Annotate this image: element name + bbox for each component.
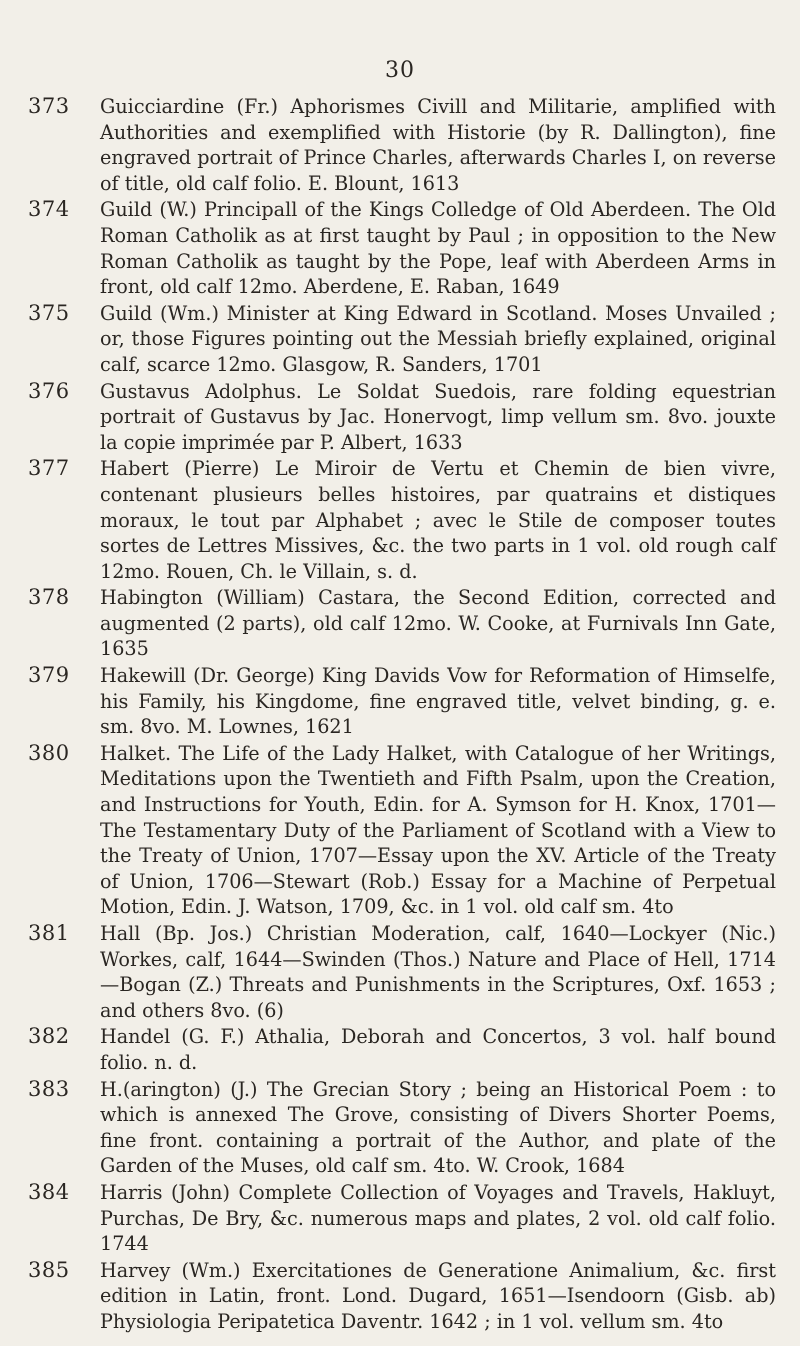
lot-number: 373 <box>28 94 70 118</box>
lot-description: Handel (G. F.) Athalia, Deborah and Concertos, 3 vol. half bound folio. n. d. <box>100 1025 776 1074</box>
catalogue-entry <box>28 921 776 1023</box>
lot-number: 383 <box>28 1076 70 1101</box>
catalogue-entry <box>28 663 776 740</box>
catalogue-entry <box>28 1258 776 1335</box>
lot-number: 377 <box>28 456 70 481</box>
lot-number: 374 <box>28 197 70 222</box>
catalogue-entry <box>28 379 776 456</box>
page-number: 30 <box>385 58 415 83</box>
lot-description: Gustavus Adolphus. Le Soldat Suedois, rare folding equestrian portrait of Gustavus by Jac. Honervogt, limp vellum sm. 8vo. jouxte la copie imprimée par P. Albert, 1633 <box>100 379 776 454</box>
lot-description: Habington (William) Castara, the Second Edition, corrected and augmented (2 parts), old calf 12mo. W. Cooke, at Furnivals Inn Gate, 1635 <box>100 586 776 661</box>
lot-number: 379 <box>28 663 70 688</box>
lot-number: 385 <box>28 1257 70 1282</box>
lot-number: 381 <box>28 921 70 945</box>
lot-number: 375 <box>28 300 70 325</box>
catalogue-entries <box>28 94 776 1336</box>
lot-description: Hakewill (Dr. George) King Davids Vow for Reformation of Himselfe, his Family, his Kingdome, fine engraved title, velvet binding, g. e. sm. 8vo. M. Lownes, 1621 <box>100 664 776 739</box>
lot-description: Guild (W.) Principall of the Kings Colledge of Old Aberdeen. The Old Roman Catholik as at first taught by Paul ; in opposition to the New Roman Catholik as taught by the Pope, leaf with Aberdeen Arms in front, old calf 12mo. Aberdene, E. Raban, 1649 <box>100 198 776 299</box>
lot-description: Habert (Pierre) Le Miroir de Vertu et Chemin de bien vivre, contenant plusieurs belles histoires, par quatrains et distiques moraux, le tout par Alphabet ; avec le Stile de composer toutes sortes de Lettres Missives, &c. the two parts in 1 vol. old rough calf 12mo. Rouen, Ch. le Villain, s. d. <box>100 457 776 583</box>
catalogue-entry <box>28 741 776 920</box>
lot-number: 382 <box>28 1024 70 1049</box>
catalogue-entry <box>28 1024 776 1075</box>
catalogue-entry <box>28 585 776 662</box>
catalogue-entry <box>28 94 776 196</box>
catalogue-entry <box>28 1180 776 1257</box>
lot-description: Guicciardine (Fr.) Aphorismes Civill and Militarie, amplified with Authorities and exemplified with Historie (by R. Dallington), fine engraved portrait of Prince Charles, afterwards Charles I, on reverse of title, old calf folio. E. Blount, 1613 <box>100 95 776 195</box>
lot-description: Halket. The Life of the Lady Halket, with Catalogue of her Writings, Meditations upon the Twentieth and Fifth Psalm, upon the Creation, and Instructions for Youth, Edin. for A. Symson for H. Knox, 1701—The Testamentary Duty of the Parliament of Scotland with a View to the Treaty of Union, 1707—Essay upon the XV. Article of the Treaty of Union, 1706—Stewart (Rob.) Essay for a Machine of Perpetual Motion, Edin. J. Watson, 1709, &c. in 1 vol. old calf sm. 4to <box>100 741 776 919</box>
lot-number: 378 <box>28 585 70 610</box>
lot-description: Harris (John) Complete Collection of Voyages and Travels, Hakluyt, Purchas, De Bry, &c. numerous maps and plates, 2 vol. old calf folio. 1744 <box>100 1180 776 1256</box>
lot-number: 384 <box>28 1179 70 1204</box>
lot-description: H.(arington) (J.) The Grecian Story ; being an Historical Poem : to which is annexed The Grove, consisting of Divers Shorter Poems, fine front. containing a portrait of the Author, and plate of the Garden of the Muses, old calf sm. 4to. W. Crook, 1684 <box>100 1077 776 1178</box>
lot-description: Hall (Bp. Jos.) Christian Moderation, calf, 1640—Lockyer (Nic.) Workes, calf, 1644—Swinden (Thos.) Nature and Place of Hell, 1714—Bogan (Z.) Threats and Punishments in the Scriptures, Oxf. 1653 ; and others 8vo. (6) <box>100 922 776 1022</box>
lot-description: Harvey (Wm.) Exercitationes de Generatione Animalium, &c. first edition in Latin, front. Lond. Dugard, 1651—Isendoorn (Gisb. ab) Physiologia Peripatetica Daventr. 1642 ; in 1 vol. vellum sm. 4to <box>100 1258 776 1333</box>
catalogue-entry <box>28 301 776 378</box>
catalogue-entry <box>28 1077 776 1179</box>
lot-description: Guild (Wm.) Minister at King Edward in Scotland. Moses Unvailed ; or, those Figures pointing out the Messiah briefly explained, original calf, scarce 12mo. Glasgow, R. Sanders, 1701 <box>100 301 776 376</box>
catalogue-entry <box>28 197 776 299</box>
catalogue-entry <box>28 456 776 584</box>
lot-number: 376 <box>28 378 70 403</box>
lot-number: 380 <box>28 740 70 765</box>
